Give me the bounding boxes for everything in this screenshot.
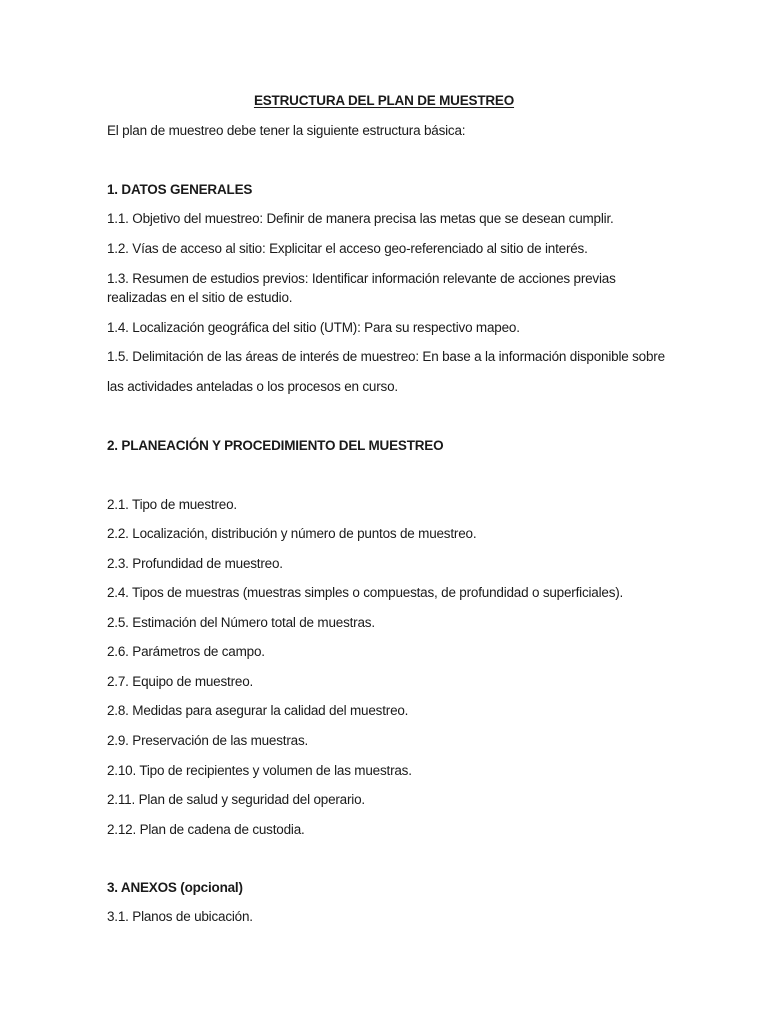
intro-paragraph: El plan de muestreo debe tener la siguiente estructura básica: [107,123,466,138]
section-2-item: 2.5. Estimación del Número total de muestras. [107,615,375,630]
section-2-item: 2.10. Tipo de recipientes y volumen de las muestras. [107,763,412,778]
section-2-heading: 2. PLANEACIÓN Y PROCEDIMIENTO DEL MUESTREO [107,438,444,453]
section-2-item: 2.9. Preservación de las muestras. [107,733,309,748]
document-title: ESTRUCTURA DEL PLAN DE MUESTREO [253,93,515,108]
section-1-item: 1.4. Localización geográfica del sitio (UTM): Para su respectivo mapeo. [107,320,520,335]
section-1-heading: 1. DATOS GENERALES [107,182,253,197]
section-1-item: 1.5. Delimitación de las áreas de interés de muestreo: En base a la información disponible sobre [107,349,665,364]
section-2-item: 2.1. Tipo de muestreo. [107,497,237,512]
section-2-item: 2.3. Profundidad de muestreo. [107,556,283,571]
section-3-heading: 3. ANEXOS (opcional) [107,880,243,895]
section-2-item: 2.11. Plan de salud y seguridad del operario. [107,792,365,807]
section-2-item: 2.6. Parámetros de campo. [107,644,265,659]
section-2-item: 2.7. Equipo de muestreo. [107,674,254,689]
section-1-item: 1.3. Resumen de estudios previos: Identificar información relevante de acciones previas [107,271,616,286]
section-2-item: 2.2. Localización, distribución y número de puntos de muestreo. [107,526,477,541]
section-1-item-continuation: realizadas en el sitio de estudio. [107,290,293,305]
section-2-item: 2.12. Plan de cadena de custodia. [107,822,305,837]
section-1-item-continuation: las actividades anteladas o los procesos en curso. [107,379,398,394]
section-1-item: 1.2. Vías de acceso al sitio: Explicitar el acceso geo-referenciado al sitio de interés. [107,241,588,256]
section-2-item: 2.4. Tipos de muestras (muestras simples o compuestas, de profundidad o superficiales). [107,585,624,600]
section-2-item: 2.8. Medidas para asegurar la calidad del muestreo. [107,703,409,718]
section-3-item: 3.1. Planos de ubicación. [107,909,253,924]
section-1-item: 1.1. Objetivo del muestreo: Definir de manera precisa las metas que se desean cumplir. [107,211,614,226]
